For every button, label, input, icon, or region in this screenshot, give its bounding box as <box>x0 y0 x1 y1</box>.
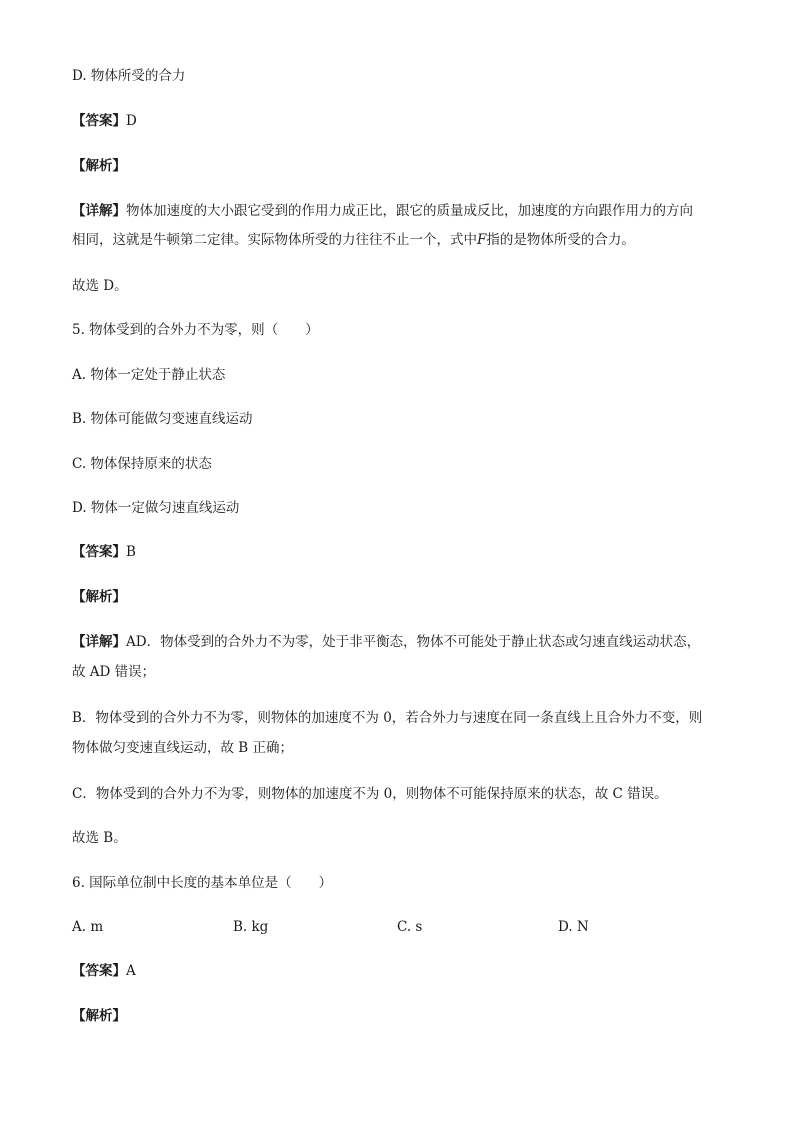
detail-text: 指的是物体所受的合力。 <box>486 232 635 248</box>
detail-label: 【详解】 <box>72 203 126 219</box>
answer-value: B <box>126 544 136 560</box>
answer-label: 【答案】 <box>72 113 126 129</box>
q5-option-a: A. 物体一定处于静止状态 <box>72 367 226 383</box>
answer-label: 【答案】 <box>72 963 126 979</box>
q5-analysis-label: 【解析】 <box>72 589 126 605</box>
q6-option-c: C. s <box>397 919 423 935</box>
q6-options <box>72 918 722 936</box>
q5-detail-line4: 物体做匀变速直线运动，故 B 正确； <box>72 740 294 756</box>
q4-conclusion: 故选 D。 <box>72 278 128 294</box>
q4-option-d: D. 物体所受的合力 <box>72 68 186 84</box>
q5-option-b: B. 物体可能做匀变速直线运动 <box>72 411 253 427</box>
detail-text: 相同，这就是牛顿第二定律。实际物体所受的力往往不止一个，式中 <box>72 232 477 248</box>
answer-value: D <box>126 113 137 129</box>
q5-question: 5. 物体受到的合外力不为零，则（ ） <box>72 322 319 338</box>
q5-detail-line3: B．物体受到的合外力不为零，则物体的加速度不为 0，若合外力与速度在同一条直线上且合外力不变，则 <box>72 710 703 726</box>
q5-detail-line1 <box>72 633 700 651</box>
q6-option-b: B. kg <box>233 919 269 935</box>
answer-label: 【答案】 <box>72 544 126 560</box>
q5-option-c: C. 物体保持原来的状态 <box>72 456 212 472</box>
q6-option-d: D. N <box>558 919 589 935</box>
q5-answer <box>72 543 136 561</box>
detail-text: AD．物体受到的合外力不为零，处于非平衡态，物体不可能处于静止状态或匀速直线运动状态， <box>126 634 701 650</box>
q4-analysis-label: 【解析】 <box>72 158 126 174</box>
q5-detail-line2: 故 AD 错误； <box>72 664 156 680</box>
q5-detail-line5: C．物体受到的合外力不为零，则物体的加速度不为 0，则物体不可能保持原来的状态，故 C 错误。 <box>72 786 668 802</box>
q6-analysis-label: 【解析】 <box>72 1008 126 1024</box>
detail-label: 【详解】 <box>72 634 126 650</box>
q6-option-a: A. m <box>72 919 104 935</box>
q4-detail-line1 <box>72 202 693 220</box>
answer-value: A <box>126 963 136 979</box>
q5-conclusion: 故选 B。 <box>72 830 127 846</box>
q4-detail-line2 <box>72 231 635 249</box>
detail-text: 物体加速度的大小跟它受到的作用力成正比，跟它的质量成反比，加速度的方向跟作用力的方向 <box>126 203 693 219</box>
q5-option-d: D. 物体一定做匀速直线运动 <box>72 500 240 516</box>
variable-f: F <box>477 232 487 248</box>
q6-question: 6. 国际单位制中长度的基本单位是（ ） <box>72 875 333 891</box>
q4-answer <box>72 112 137 130</box>
q6-answer <box>72 962 136 980</box>
